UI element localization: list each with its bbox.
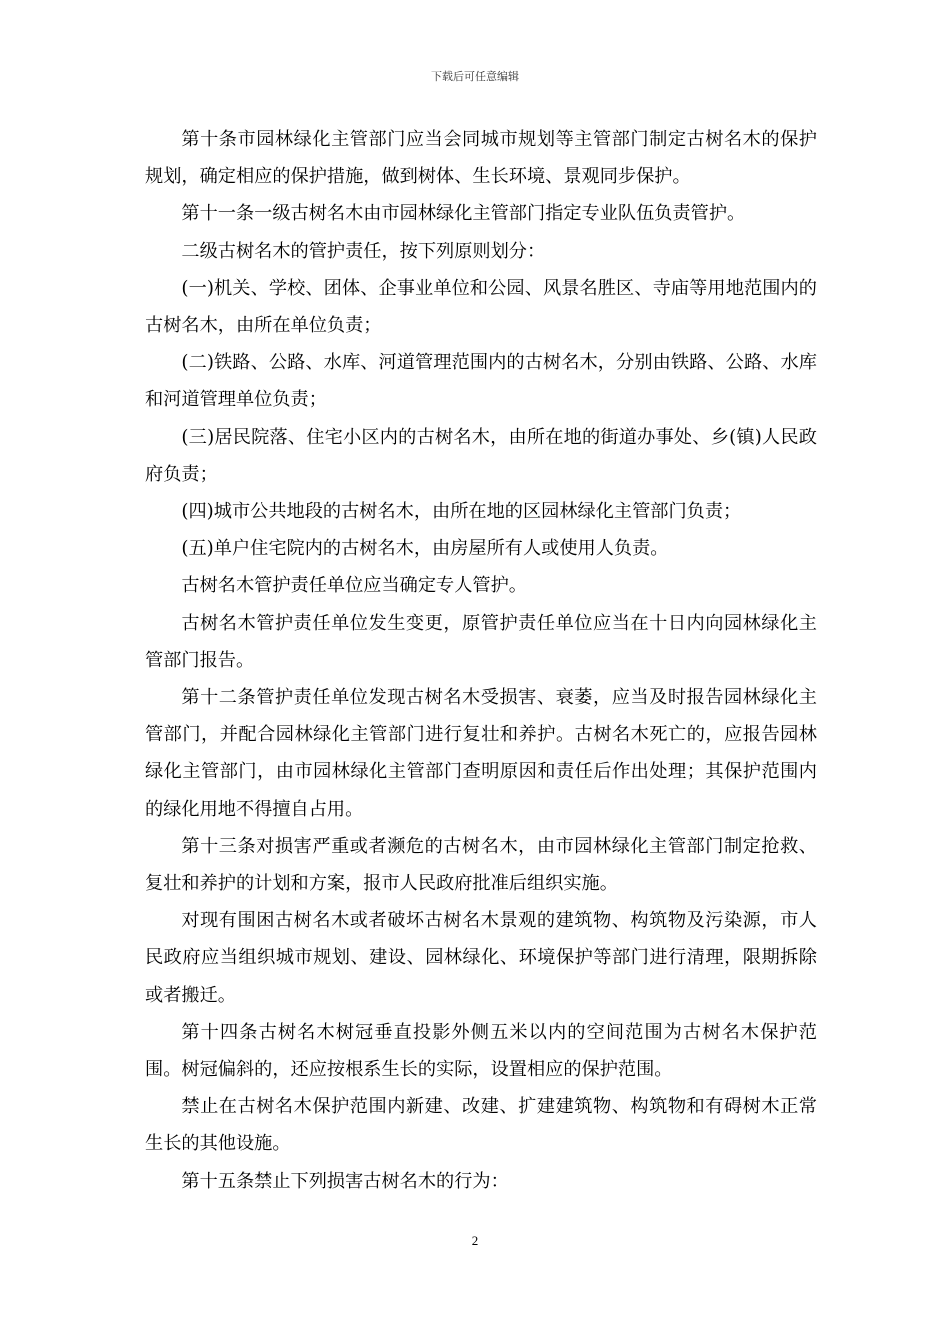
page-header: 下载后可任意编辑: [431, 70, 519, 83]
paragraph: 第十一条一级古树名木由市园林绿化主管部门指定专业队伍负责管护。: [181, 203, 746, 225]
paragraph: 第十四条古树名木树冠垂直投影外侧五米以内的空间范围为古树名木保护范围。树冠偏斜的，还应按根系生长的实际，设置相应的保护范围。: [145, 1021, 817, 1081]
paragraph: 古树名木管护责任单位发生变更，原管护责任单位应当在十日内向园林绿化主管部门报告。: [145, 612, 817, 671]
paragraph: (五)单户住宅院内的古树名木，由房屋所有人或使用人负责。: [181, 538, 669, 560]
paragraph: 古树名木管护责任单位应当确定专人管护。: [181, 575, 527, 597]
paragraph: (一)机关、学校、团体、企事业单位和公园、风景名胜区、寺庙等用地范围内的古树名木，由所在单位负责；: [145, 277, 817, 337]
document-body: [145, 121, 817, 1200]
paragraph: (三)居民院落、住宅小区内的古树名木，由所在地的街道办事处、乡(镇)人民政府负责；: [145, 426, 817, 485]
paragraph: 二级古树名木的管护责任，按下列原则划分：: [181, 240, 546, 262]
paragraph: 禁止在古树名木保护范围内新建、改建、扩建建筑物、构筑物和有碍树木正常生长的其他设施。: [145, 1096, 817, 1155]
paragraph: 第十三条对损害严重或者濒危的古树名木，由市园林绿化主管部门制定抢救、复壮和养护的计划和方案，报市人民政府批准后组织实施。: [145, 835, 817, 895]
paragraph: 对现有围困古树名木或者破坏古树名木景观的建筑物、构筑物及污染源，市人民政府应当组织城市规划、建设、园林绿化、环境保护等部门进行清理，限期拆除或者搬迁。: [145, 910, 817, 1006]
page-number: 2: [471, 1233, 479, 1248]
paragraph: (四)城市公共地段的古树名木，由所在地的区园林绿化主管部门负责；: [181, 501, 742, 523]
paragraph: 第十五条禁止下列损害古树名木的行为：: [181, 1170, 509, 1192]
paragraph: 第十条市园林绿化主管部门应当会同城市规划等主管部门制定古树名木的保护规划，确定相应的保护措施，做到树体、生长环境、景观同步保护。: [145, 129, 817, 188]
paragraph: (二)铁路、公路、水库、河道管理范围内的古树名木，分别由铁路、公路、水库和河道管理单位负责；: [145, 352, 817, 411]
paragraph: 第十二条管护责任单位发现古树名木受损害、衰萎，应当及时报告园林绿化主管部门，并配合园林绿化主管部门进行复壮和养护。古树名木死亡的，应报告园林绿化主管部门，由市园林绿化主管部门查明原因和责任后作出处理；其保护范围内的绿化用地不得擅自占用。: [145, 687, 817, 820]
